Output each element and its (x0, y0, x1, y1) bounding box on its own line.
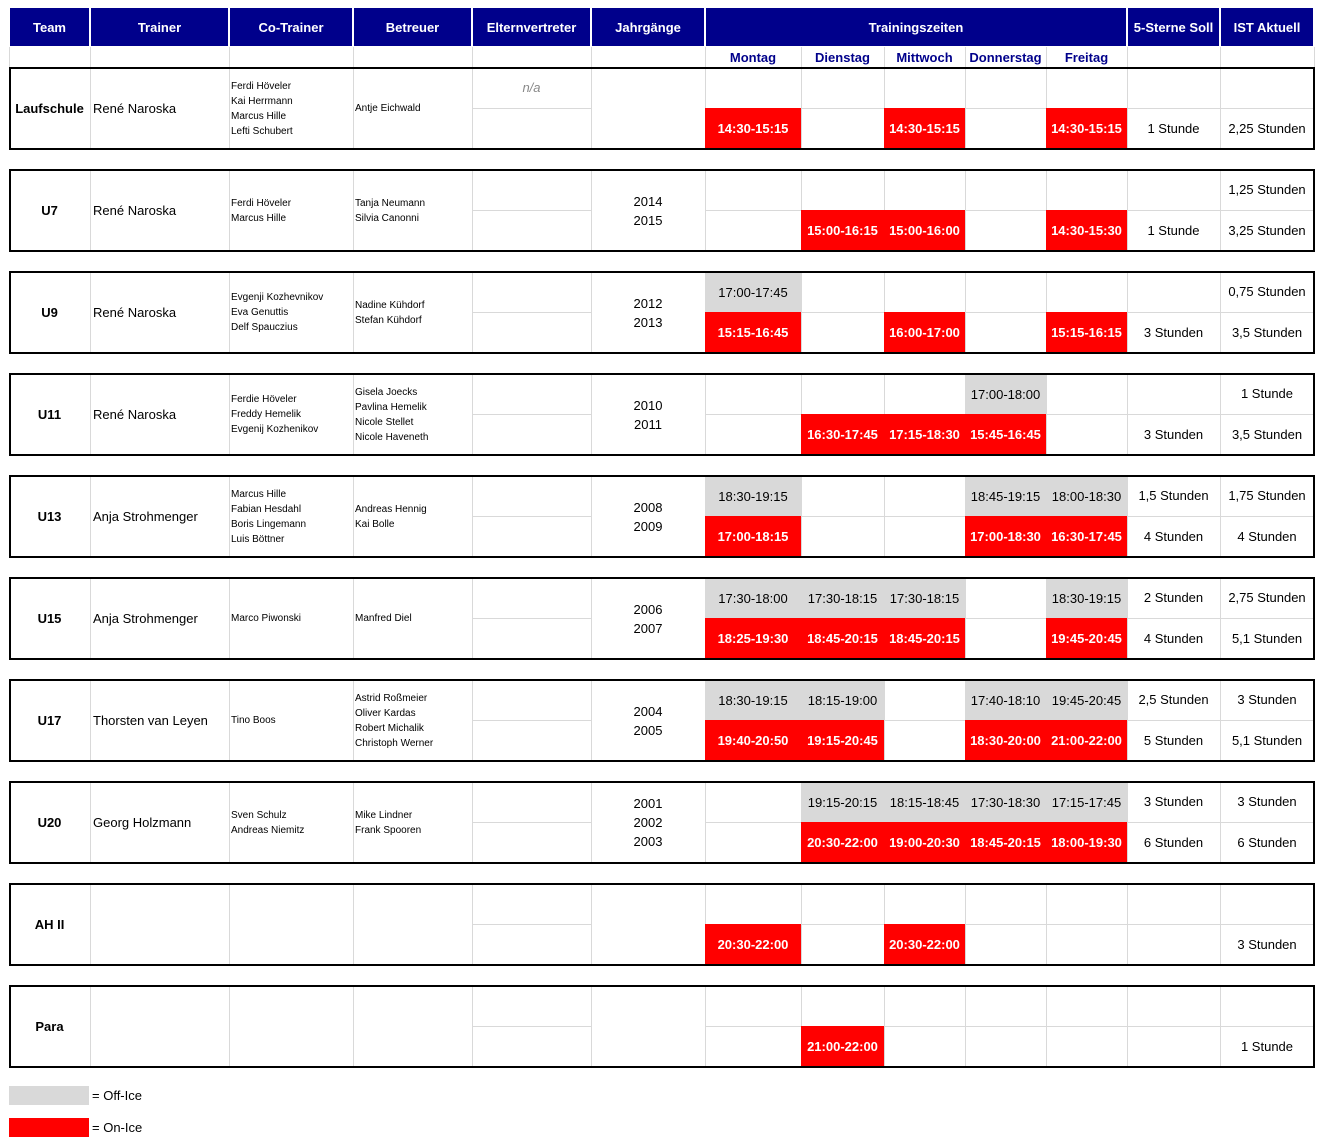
jahrgang: 2008 (633, 499, 663, 515)
trainer-u20: Georg Holzmann (93, 815, 192, 830)
off-ice-slot: 18:30-19:15 (705, 476, 801, 516)
betreuer-name: Tanja Neumann (355, 197, 426, 209)
jahrgang: 2009 (633, 518, 663, 534)
grid-line (229, 47, 230, 68)
on-ice-slot: 17:15-18:30 (884, 414, 965, 454)
on-ice-slot: 19:15-20:45 (801, 720, 884, 760)
on-ice-slot: 15:15-16:15 (1046, 312, 1127, 352)
grid-line (1220, 47, 1221, 68)
on-ice-slot: 20:30-22:00 (801, 822, 884, 862)
ist-off-value: 1 Stunde (1240, 386, 1294, 401)
legend-on-label: = On-Ice (92, 1120, 143, 1135)
grid-line (9, 47, 10, 68)
soll-on-value: 3 Stunden (1143, 427, 1204, 442)
jahrgang: 2014 (633, 193, 663, 209)
grid-line (965, 47, 966, 68)
co-trainer-name: Sven Schulz (231, 809, 287, 821)
off-ice-slot: 17:30-18:15 (884, 578, 965, 618)
ist-on-value: 5,1 Stunden (1231, 733, 1303, 748)
soll-off-value: 3 Stunden (1143, 794, 1204, 809)
header-betreuer: Betreuer (353, 7, 472, 47)
co-trainer-name: Boris Lingemann (231, 518, 307, 530)
betreuer-name: Manfred Diel (355, 613, 412, 624)
team-block-u13 (9, 475, 1315, 558)
grid-line (1127, 47, 1128, 68)
jahrgang: 2006 (633, 601, 663, 617)
on-ice-slot: 15:15-16:45 (705, 312, 801, 352)
off-ice-slot: 17:30-18:15 (801, 578, 884, 618)
legend-off-swatch (9, 1086, 89, 1105)
betreuer-name: Stefan Kühdorf (355, 314, 422, 326)
off-ice-slot: 18:30-19:15 (1046, 578, 1127, 618)
betreuer-name: Gisela Joecks (355, 386, 418, 398)
betreuer-name: Nicole Stellet (355, 416, 414, 428)
on-ice-slot: 14:30-15:15 (884, 108, 965, 148)
trainer-u9: René Naroska (93, 305, 177, 320)
on-ice-slot: 14:30-15:30 (1046, 210, 1127, 250)
grid-line (1314, 47, 1315, 68)
on-ice-slot: 18:00-19:30 (1046, 822, 1127, 862)
trainer-u17: Thorsten van Leyen (93, 713, 208, 728)
betreuer-name: Robert Michalik (355, 722, 424, 734)
jahrgang: 2013 (633, 314, 663, 330)
soll-off-value: 2,5 Stunden (1138, 692, 1209, 707)
co-trainer-name: Lefti Schubert (231, 125, 293, 137)
day-header-mittwoch: Mittwoch (896, 50, 953, 65)
soll-off-value: 2 Stunden (1143, 590, 1204, 605)
ist-off-value: 3 Stunden (1237, 794, 1297, 809)
betreuer-name: Astrid Roßmeier (355, 692, 428, 704)
off-ice-slot: 17:00-18:00 (965, 374, 1046, 414)
off-ice-slot: 17:00-17:45 (705, 272, 801, 312)
ist-off-value: 1,25 Stunden (1228, 182, 1306, 197)
co-trainer-name: Tino Boos (231, 715, 276, 726)
team-name-laufschule: Laufschule (15, 101, 84, 116)
betreuer-name: Oliver Kardas (355, 707, 416, 719)
team-block-u15 (9, 577, 1315, 660)
off-ice-slot: 19:45-20:45 (1046, 680, 1127, 720)
soll-on-value: 3 Stunden (1143, 325, 1204, 340)
off-ice-slot: 18:15-19:00 (801, 680, 884, 720)
betreuer-name: Nadine Kühdorf (355, 299, 425, 311)
on-ice-slot: 16:00-17:00 (884, 312, 965, 352)
off-ice-slot: 18:30-19:15 (705, 680, 801, 720)
team-name-u20: U20 (37, 815, 62, 830)
team-name-u7: U7 (41, 203, 58, 218)
ist-off-value: 3 Stunden (1237, 692, 1297, 707)
soll-on-value: 1 Stunde (1147, 223, 1200, 238)
on-ice-slot: 14:30-15:15 (705, 108, 801, 148)
off-ice-slot: 17:40-18:10 (965, 680, 1046, 720)
on-ice-slot: 15:00-16:15 (801, 210, 884, 250)
on-ice-slot: 20:30-22:00 (705, 924, 801, 964)
betreuer-name: Mike Lindner (355, 809, 413, 821)
on-ice-slot: 19:00-20:30 (884, 822, 965, 862)
co-trainer-name: Evgenij Kozhenikov (231, 424, 319, 435)
ist-on-value: 5,1 Stunden (1231, 631, 1303, 646)
on-ice-slot: 16:30-17:45 (801, 414, 884, 454)
ist-off-value: 1,75 Stunden (1228, 488, 1306, 503)
header-ist: IST Aktuell (1220, 7, 1314, 47)
team-block-laufschule (9, 67, 1315, 150)
betreuer-name: Antje Eichwald (355, 103, 421, 114)
co-trainer-name: Andreas Niemitz (231, 824, 305, 836)
co-trainer-name: Marco Piwonski (231, 613, 302, 624)
grid-line (353, 47, 354, 68)
day-header-freitag: Freitag (1064, 50, 1109, 65)
team-name-u11: U11 (37, 407, 62, 422)
header-soll: 5-Sterne Soll (1127, 7, 1220, 47)
on-ice-slot: 15:00-16:00 (884, 210, 965, 250)
on-ice-slot: 18:30-20:00 (965, 720, 1046, 760)
jahrgang: 2005 (633, 722, 663, 738)
ist-on-value: 2,25 Stunden (1228, 121, 1306, 136)
team-name-para: Para (35, 1019, 64, 1034)
on-ice-slot: 19:40-20:50 (705, 720, 801, 760)
off-ice-slot: 18:45-19:15 (965, 476, 1046, 516)
on-ice-slot: 18:45-20:15 (884, 618, 965, 658)
ist-off-value: 2,75 Stunden (1228, 590, 1306, 605)
ist-on-value: 1 Stunde (1240, 1039, 1294, 1054)
co-trainer-name: Marcus Hille (231, 110, 287, 122)
on-ice-slot: 20:30-22:00 (884, 924, 965, 964)
on-ice-slot: 18:25-19:30 (705, 618, 801, 658)
co-trainer-name: Evgenji Kozhevnikov (231, 292, 324, 303)
trainer-u13: Anja Strohmenger (93, 509, 198, 524)
betreuer-name: Andreas Hennig (355, 503, 427, 515)
off-ice-slot: 18:00-18:30 (1046, 476, 1127, 516)
co-trainer-name: Marcus Hille (231, 488, 287, 500)
on-ice-slot: 14:30-15:15 (1046, 108, 1127, 148)
ist-on-value: 6 Stunden (1237, 835, 1297, 850)
grid-line (591, 47, 592, 68)
co-trainer-name: Eva Genuttis (231, 307, 289, 318)
soll-on-value: 5 Stunden (1143, 733, 1204, 748)
ist-off-value: 0,75 Stunden (1228, 284, 1306, 299)
ist-on-value: 3,25 Stunden (1228, 223, 1306, 238)
co-trainer-name: Ferdi Höveler (231, 197, 292, 209)
off-ice-slot: 17:30-18:00 (705, 578, 801, 618)
on-ice-slot: 16:30-17:45 (1046, 516, 1127, 556)
soll-off-value: 1,5 Stunden (1138, 488, 1209, 503)
team-name-u9: U9 (41, 305, 58, 320)
team-name-u15: U15 (37, 611, 62, 626)
ist-on-value: 4 Stunden (1237, 529, 1297, 544)
grid-line (472, 47, 473, 68)
co-trainer-name: Kai Herrmann (231, 95, 293, 107)
co-trainer-name: Fabian Hesdahl (231, 503, 302, 515)
grid-line (705, 47, 706, 68)
trainer-u7: René Naroska (93, 203, 177, 218)
on-ice-slot: 19:45-20:45 (1046, 618, 1127, 658)
betreuer-name: Pavlina Hemelik (355, 401, 427, 413)
team-block-u9 (9, 271, 1315, 354)
header-co_trainer: Co-Trainer (229, 7, 353, 47)
grid-line (884, 47, 885, 68)
header-elternvertreter: Elternvertreter (472, 7, 591, 47)
soll-on-value: 4 Stunden (1143, 529, 1204, 544)
grid-line (1046, 47, 1047, 68)
legend-on-swatch (9, 1118, 89, 1137)
on-ice-slot: 17:00-18:30 (965, 516, 1046, 556)
team-block-para (9, 985, 1315, 1068)
ist-on-value: 3 Stunden (1237, 937, 1297, 952)
on-ice-slot: 18:45-20:15 (801, 618, 884, 658)
jahrgang: 2004 (633, 703, 663, 719)
grid-line (90, 47, 91, 68)
co-trainer-name: Marcus Hille (231, 212, 287, 224)
team-name-ah-ii: AH II (34, 917, 65, 932)
betreuer-name: Kai Bolle (355, 518, 395, 530)
off-ice-slot: 19:15-20:15 (801, 782, 884, 822)
co-trainer-name: Ferdi Höveler (231, 80, 292, 92)
co-trainer-name: Delf Spauczius (231, 322, 298, 333)
legend-off-label: = Off-Ice (92, 1088, 142, 1103)
soll-on-value: 6 Stunden (1143, 835, 1204, 850)
ist-on-value: 3,5 Stunden (1231, 427, 1303, 442)
team-block-u17 (9, 679, 1315, 762)
jahrgang: 2001 (633, 796, 663, 811)
betreuer-name: Silvia Canonni (355, 212, 419, 224)
on-ice-slot: 21:00-22:00 (1046, 720, 1127, 760)
day-header-dienstag: Dienstag (815, 50, 870, 65)
on-ice-slot: 18:45-20:15 (965, 822, 1046, 862)
co-trainer-name: Luis Böttner (231, 533, 285, 545)
betreuer-name: Nicole Haveneth (355, 431, 429, 443)
jahrgang: 2010 (633, 397, 663, 413)
jahrgang: 2015 (633, 212, 663, 228)
team-name-u17: U17 (37, 713, 62, 728)
betreuer-name: Christoph Werner (355, 737, 434, 749)
day-header-donnerstag: Donnerstag (969, 50, 1042, 65)
on-ice-slot: 17:00-18:15 (705, 516, 801, 556)
jahrgang: 2007 (633, 620, 663, 636)
header-jahrgaenge: Jahrgänge (591, 7, 705, 47)
trainer-u15: Anja Strohmenger (93, 611, 198, 626)
header-trainingszeiten: Trainingszeiten (705, 7, 1127, 47)
jahrgang: 2011 (634, 416, 662, 432)
off-ice-slot: 17:15-17:45 (1046, 782, 1127, 822)
team-block-u7 (9, 169, 1315, 252)
soll-on-value: 1 Stunde (1147, 121, 1200, 136)
jahrgang: 2003 (633, 834, 663, 849)
header-team: Team (9, 7, 90, 47)
jahrgang: 2002 (633, 815, 663, 830)
team-block-ah-ii (9, 883, 1315, 966)
team-block-u11 (9, 373, 1315, 456)
co-trainer-name: Ferdie Höveler (231, 394, 297, 405)
elternvertreter-value: n/a (522, 80, 541, 95)
on-ice-slot: 21:00-22:00 (801, 1026, 884, 1066)
header-trainer: Trainer (90, 7, 229, 47)
ist-on-value: 3,5 Stunden (1231, 325, 1303, 340)
trainer-u11: René Naroska (93, 407, 177, 422)
team-name-u13: U13 (37, 509, 62, 524)
off-ice-slot: 18:15-18:45 (884, 782, 965, 822)
jahrgang: 2012 (633, 295, 663, 311)
co-trainer-name: Freddy Hemelik (231, 409, 302, 420)
off-ice-slot: 17:30-18:30 (965, 782, 1046, 822)
on-ice-slot: 15:45-16:45 (965, 414, 1046, 454)
trainer-laufschule: René Naroska (93, 101, 177, 116)
day-header-montag: Montag (729, 50, 777, 65)
grid-line (801, 47, 802, 68)
team-block-u20 (9, 781, 1315, 864)
soll-on-value: 4 Stunden (1143, 631, 1204, 646)
betreuer-name: Frank Spooren (355, 824, 422, 836)
